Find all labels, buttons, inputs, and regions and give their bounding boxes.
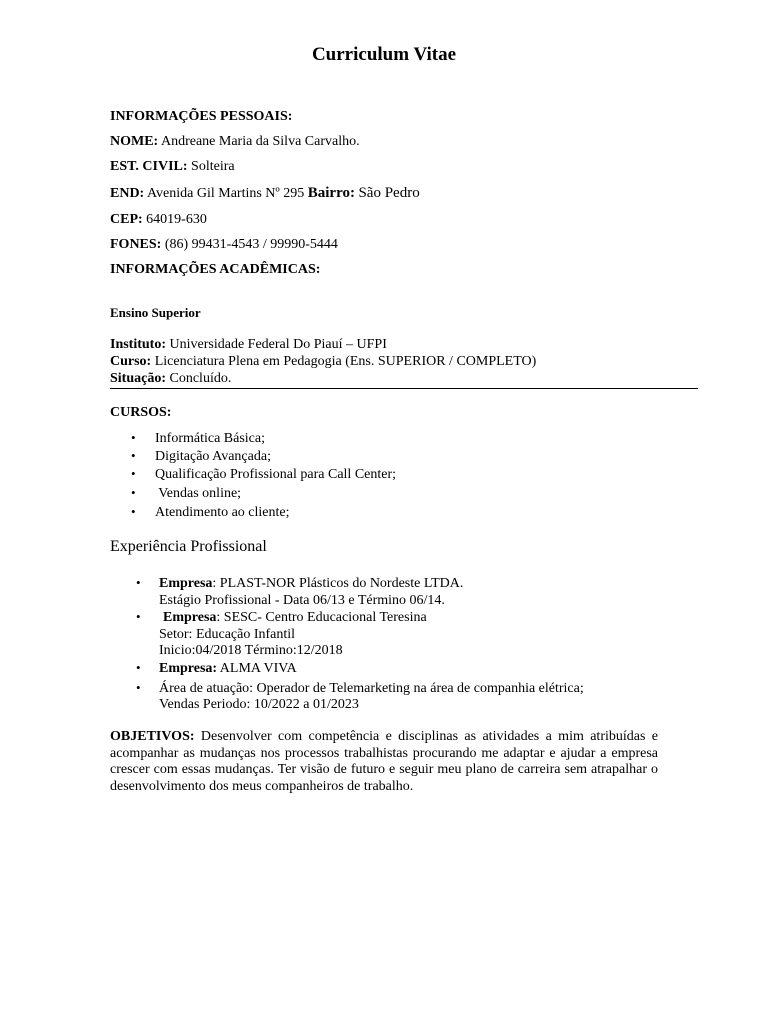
company-label: Empresa: <box>159 661 218 676</box>
bullet-icon: • <box>131 448 136 463</box>
course-item: Atendimento ao cliente; <box>155 505 290 520</box>
course-item: Informática Básica; <box>155 431 266 446</box>
company-label: Empresa <box>159 576 213 591</box>
experience-detail: Setor: Educação Infantil <box>159 627 296 642</box>
civil-status-value: Solteira <box>191 159 235 174</box>
institute-label: Instituto: <box>110 337 167 352</box>
address-label: END: <box>110 186 145 201</box>
phones-value: (86) 99431-4543 / 99990-5444 <box>164 237 338 252</box>
objectives-label: OBJETIVOS: <box>110 729 195 744</box>
status-label: Situação: <box>110 371 166 386</box>
cep-label: CEP: <box>110 212 143 227</box>
company-value: : PLAST-NOR Plásticos do Nordeste LTDA. <box>212 576 464 591</box>
course-item: Qualificação Profissional para Call Center; <box>155 467 397 482</box>
civil-status-line <box>110 159 235 175</box>
personal-info-heading: INFORMAÇÕES PESSOAIS: <box>110 109 293 124</box>
experience-item-2 <box>163 610 427 626</box>
education-level: Ensino Superior <box>110 305 201 320</box>
cep-value: 64019-630 <box>146 212 207 227</box>
bullet-icon: • <box>136 680 141 695</box>
course-item: Digitação Avançada; <box>155 449 271 464</box>
institute-value: Universidade Federal Do Piauí – UFPI <box>169 337 387 352</box>
bullet-icon: • <box>131 466 136 481</box>
neighborhood-label: Bairro: <box>307 185 355 201</box>
bullet-icon: • <box>136 575 141 590</box>
name-line <box>110 134 360 150</box>
company-value: ALMA VIVA <box>217 661 297 676</box>
cep-line <box>110 212 207 228</box>
academic-info-heading: INFORMAÇÕES ACADÊMICAS: <box>110 262 321 277</box>
bullet-icon: • <box>131 430 136 445</box>
course-item: Vendas online; <box>155 486 242 501</box>
experience-detail: Estágio Profissional - Data 06/13 e Término 06/14. <box>159 593 445 608</box>
name-label: NOME: <box>110 134 159 149</box>
institute-line <box>110 337 387 353</box>
courses-heading: CURSOS: <box>110 405 172 420</box>
bullet-icon: • <box>136 609 141 624</box>
name-value: Andreane Maria da Silva Carvalho. <box>160 134 360 149</box>
status-value: Concluído. <box>169 371 232 386</box>
course-line <box>110 354 536 370</box>
bullet-icon: • <box>136 660 141 675</box>
company-label: Empresa <box>163 610 217 625</box>
section-divider <box>110 388 698 389</box>
document-title: Curriculum Vitae <box>311 44 457 65</box>
objectives-text: Desenvolver com competência e disciplinas as atividades a mim atribuídas e acompanhar as mudanças nos processos trabalhistas procurando me adaptar e ajudar a empresa crescer com essas mudanças. Ter visão de futuro e seguir meu plano de carreira sem atrapalhar o desenvolvimento dos meus companheiros de trabalho. <box>110 729 659 794</box>
experience-detail: Inicio:04/2018 Término:12/2018 <box>159 643 343 658</box>
experience-heading: Experiência Profissional <box>110 538 267 555</box>
bullet-icon: • <box>131 485 136 500</box>
objectives-paragraph <box>110 729 658 795</box>
civil-status-label: EST. CIVIL: <box>110 159 188 174</box>
status-line <box>110 371 231 387</box>
experience-item-4: Área de atuação: Operador de Telemarketing na área de companhia elétrica; <box>159 681 584 696</box>
address-value: Avenida Gil Martins Nº 295 <box>146 186 305 201</box>
phones-label: FONES: <box>110 237 162 252</box>
phones-line <box>110 237 338 253</box>
company-value: : SESC- Centro Educacional Teresina <box>216 610 427 625</box>
course-value: Licenciatura Plena em Pedagogia (Ens. SUPERIOR / COMPLETO) <box>154 354 537 369</box>
address-line <box>110 185 420 202</box>
course-label: Curso: <box>110 354 152 369</box>
bullet-icon: • <box>131 504 136 519</box>
experience-detail: Vendas Periodo: 10/2022 a 01/2023 <box>159 697 359 712</box>
experience-item-3 <box>159 661 297 677</box>
experience-item-1 <box>159 576 463 592</box>
neighborhood-value: São Pedro <box>358 185 420 201</box>
